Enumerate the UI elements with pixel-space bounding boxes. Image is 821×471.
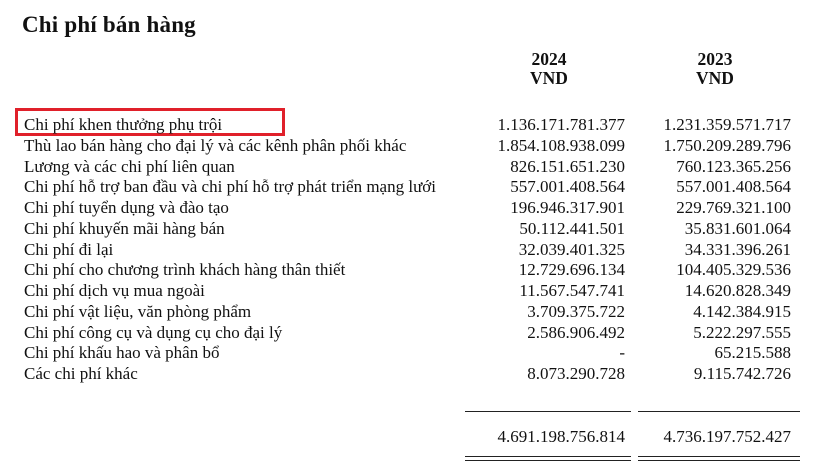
table-row <box>0 176 821 197</box>
value-2023: 5.222.297.555 <box>693 322 791 342</box>
row-label: Chi phí khấu hao và phân bổ <box>24 343 220 363</box>
value-2023: 14.620.828.349 <box>684 281 791 300</box>
value-2023: 557.001.408.564 <box>676 177 791 197</box>
table-row <box>0 218 821 239</box>
column-unit: VND <box>696 68 734 88</box>
value-2023: 1.231.359.571.717 <box>663 115 791 134</box>
table-row <box>0 156 821 177</box>
row-label: Chi phí khuyến mãi hàng bán <box>24 218 225 238</box>
total-double-rule-2023 <box>638 456 800 457</box>
table-row <box>0 239 821 260</box>
table-row <box>0 363 821 384</box>
table-row <box>0 342 821 363</box>
value-2024: 12.729.696.134 <box>518 260 625 280</box>
row-label: Chi phí cho chương trình khách hàng thân thiết <box>24 260 346 280</box>
table-row <box>0 280 821 301</box>
column-unit: VND <box>530 68 568 88</box>
total-top-rule-2023 <box>638 411 800 412</box>
row-label: Chi phí hỗ trợ ban đầu và chi phí hỗ trợ phát triển mạng lưới <box>24 177 437 197</box>
value-2023: 229.769.321.100 <box>676 198 791 217</box>
total-2023: 4.736.197.752.427 <box>663 427 791 446</box>
row-label: Chi phí công cụ và dụng cụ cho đại lý <box>24 322 283 342</box>
value-2024: 826.151.651.230 <box>510 156 625 176</box>
table-row <box>0 322 821 343</box>
value-2023: 104.405.329.536 <box>676 260 791 280</box>
value-2024: - <box>619 343 625 363</box>
row-label: Các chi phí khác <box>24 364 138 383</box>
value-2024: 11.567.547.741 <box>519 281 625 300</box>
row-label: Thù lao bán hàng cho đại lý và các kênh phân phối khác <box>24 135 407 155</box>
value-2024: 3.709.375.722 <box>527 301 625 321</box>
value-2024: 1.136.171.781.377 <box>497 115 625 134</box>
table-row <box>0 301 821 322</box>
column-header-2023 <box>640 50 790 88</box>
value-2024: 1.854.108.938.099 <box>497 135 625 155</box>
value-2023: 1.750.209.289.796 <box>663 135 791 155</box>
value-2024: 8.073.290.728 <box>527 364 625 383</box>
value-2023: 65.215.588 <box>714 343 791 363</box>
value-2024: 196.946.317.901 <box>510 198 625 217</box>
value-2023: 35.831.601.064 <box>684 218 791 238</box>
total-2024: 4.691.198.756.814 <box>497 427 625 446</box>
row-label: Lương và các chi phí liên quan <box>24 156 235 176</box>
total-double-rule-2024 <box>465 460 631 461</box>
expense-table <box>0 114 821 384</box>
value-2023: 4.142.384.915 <box>693 301 791 321</box>
value-2024: 557.001.408.564 <box>510 177 625 197</box>
column-year: 2023 <box>697 49 733 69</box>
total-double-rule-2023 <box>638 460 800 461</box>
section-title: Chi phí bán hàng <box>22 12 196 37</box>
total-top-rule-2024 <box>465 411 631 412</box>
table-row <box>0 114 821 135</box>
row-label: Chi phí tuyển dụng và đào tạo <box>24 198 229 217</box>
row-label: Chi phí dịch vụ mua ngoài <box>24 281 205 300</box>
table-row <box>0 197 821 218</box>
total-double-rule-2024 <box>465 456 631 457</box>
table-row <box>0 259 821 280</box>
value-2024: 2.586.906.492 <box>527 322 625 342</box>
value-2023: 9.115.742.726 <box>693 364 791 383</box>
value-2023: 34.331.396.261 <box>684 239 791 259</box>
value-2024: 32.039.401.325 <box>518 239 625 259</box>
value-2024: 50.112.441.501 <box>519 218 625 238</box>
row-label: Chi phí khen thưởng phụ trội <box>24 115 223 134</box>
value-2023: 760.123.365.256 <box>676 156 791 176</box>
column-year: 2024 <box>531 49 567 69</box>
table-row <box>0 135 821 156</box>
column-header-2024 <box>474 50 624 88</box>
row-label: Chi phí vật liệu, văn phòng phẩm <box>24 301 252 321</box>
row-label: Chi phí đi lại <box>24 239 114 259</box>
